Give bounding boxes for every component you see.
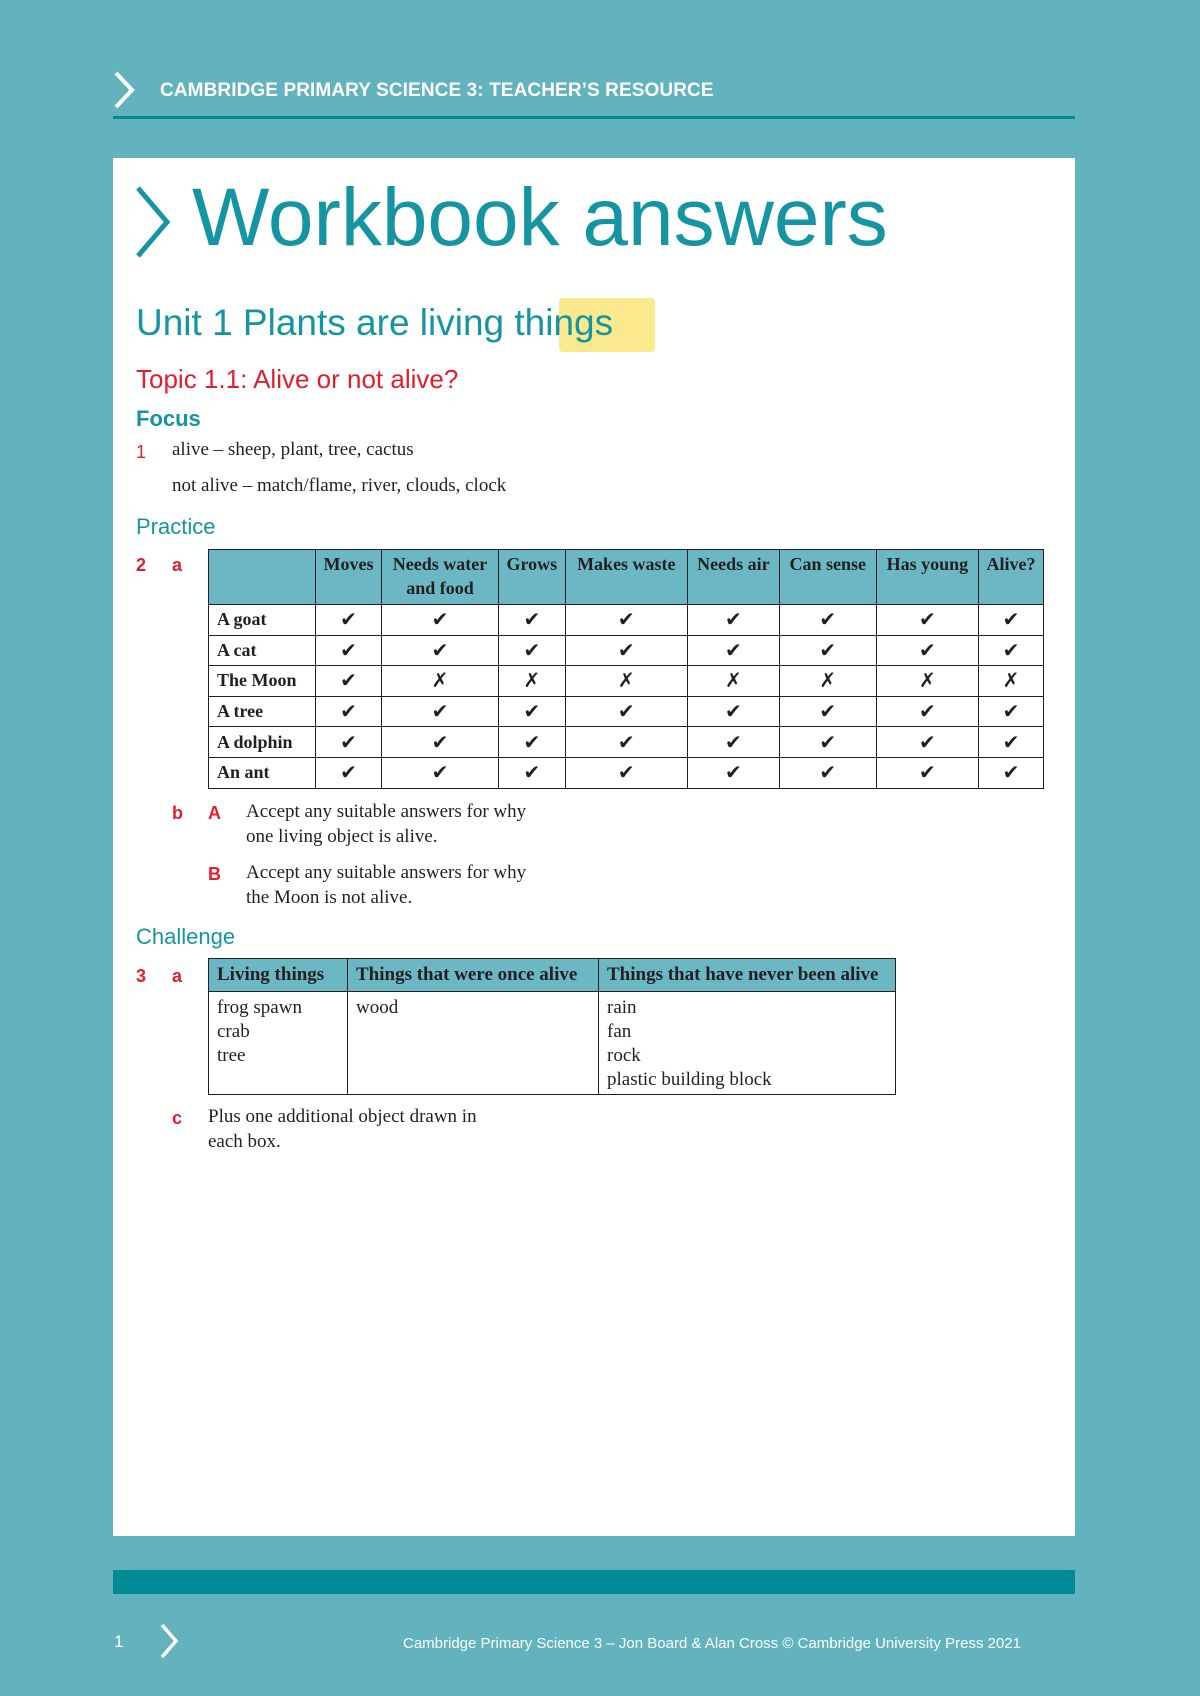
- check-mark: ✔: [565, 605, 687, 636]
- table-header-cell: Needs air: [687, 550, 779, 605]
- table-row: [209, 727, 1044, 758]
- row-label: A tree: [209, 696, 316, 727]
- check-mark: ✔: [565, 757, 687, 788]
- highlighted-word: things: [514, 302, 614, 343]
- answer-line: each box.: [208, 1131, 281, 1152]
- check-mark: ✔: [687, 605, 779, 636]
- table-header-cell: Has young: [876, 550, 979, 605]
- row-label: A cat: [209, 635, 316, 666]
- check-mark: ✔: [687, 757, 779, 788]
- check-mark: ✔: [876, 757, 979, 788]
- check-mark: ✔: [565, 635, 687, 666]
- part-label: a: [172, 966, 183, 986]
- answer-line: Accept any suitable answers for why: [246, 801, 527, 822]
- table-header-cell: Things that were once alive: [348, 959, 599, 992]
- row-label: The Moon: [209, 666, 316, 697]
- focus-answer-line: alive – sheep, plant, tree, cactus: [172, 439, 414, 460]
- chevron-right-icon: [110, 70, 138, 110]
- row-label: An ant: [209, 757, 316, 788]
- footer-copyright: Cambridge Primary Science 3 – Jon Board & Alan Cross © Cambridge University Press 2021: [403, 1635, 1021, 1652]
- never-alive-cell: [599, 992, 896, 1095]
- check-mark: ✔: [316, 666, 382, 697]
- check-mark: ✔: [381, 635, 498, 666]
- table-row: [209, 696, 1044, 727]
- check-mark: ✔: [687, 696, 779, 727]
- table-header-cell: Can sense: [779, 550, 876, 605]
- table-header-row: [209, 550, 1044, 605]
- part-label: b: [172, 803, 183, 823]
- cross-mark: ✗: [779, 666, 876, 697]
- check-mark: ✔: [687, 635, 779, 666]
- check-mark: ✔: [876, 605, 979, 636]
- check-mark: ✔: [498, 696, 565, 727]
- question-number: 3: [136, 966, 147, 986]
- living-things-cell: [209, 992, 348, 1095]
- table-header-cell: Makes waste: [565, 550, 687, 605]
- table-header-cell: Things that have never been alive: [599, 959, 896, 992]
- table-row: [209, 992, 896, 1095]
- check-mark: ✔: [979, 605, 1044, 636]
- list-item: wood: [356, 997, 399, 1018]
- check-mark: ✔: [316, 635, 382, 666]
- check-mark: ✔: [979, 757, 1044, 788]
- check-mark: ✔: [316, 605, 382, 636]
- table-header-cell: Needs water and food: [381, 550, 498, 605]
- row-label: A dolphin: [209, 727, 316, 758]
- list-item: plastic building block: [607, 1069, 772, 1090]
- cross-mark: ✗: [876, 666, 979, 697]
- table-row: [209, 666, 1044, 697]
- answer-line: Accept any suitable answers for why: [246, 862, 527, 883]
- check-mark: ✔: [316, 696, 382, 727]
- table-header-cell: [209, 550, 316, 605]
- header-rule: [113, 116, 1075, 119]
- table-row: [209, 635, 1044, 666]
- page-title: Workbook answers: [192, 172, 888, 263]
- focus-heading: Focus: [136, 406, 201, 431]
- question-number: 2: [136, 555, 147, 575]
- check-mark: ✔: [316, 757, 382, 788]
- check-mark: ✔: [498, 605, 565, 636]
- list-item: frog spawn: [217, 997, 302, 1018]
- cross-mark: ✗: [498, 666, 565, 697]
- check-mark: ✔: [779, 696, 876, 727]
- part-label: c: [172, 1108, 183, 1128]
- answer-line: the Moon is not alive.: [246, 887, 413, 908]
- check-mark: ✔: [779, 727, 876, 758]
- sub-part-label: B: [208, 864, 221, 884]
- check-mark: ✔: [687, 727, 779, 758]
- challenge-heading: Challenge: [136, 924, 236, 949]
- cross-mark: ✗: [979, 666, 1044, 697]
- cross-mark: ✗: [687, 666, 779, 697]
- table-row: [209, 757, 1044, 788]
- living-things-table: [208, 958, 896, 1095]
- check-mark: ✔: [381, 696, 498, 727]
- check-mark: ✔: [381, 605, 498, 636]
- sub-part-label: A: [208, 803, 221, 823]
- properties-table: [208, 549, 1044, 789]
- topic-title: Topic 1.1: Alive or not alive?: [136, 364, 459, 394]
- check-mark: ✔: [498, 727, 565, 758]
- page-number: 1: [114, 1632, 124, 1651]
- cross-mark: ✗: [565, 666, 687, 697]
- check-mark: ✔: [498, 757, 565, 788]
- list-item: tree: [217, 1045, 246, 1066]
- cross-mark: ✗: [381, 666, 498, 697]
- focus-answer-line: not alive – match/flame, river, clouds, clock: [172, 475, 507, 496]
- check-mark: ✔: [565, 727, 687, 758]
- part-label: a: [172, 555, 183, 575]
- answer-line: one living object is alive.: [246, 826, 438, 847]
- check-mark: ✔: [876, 727, 979, 758]
- check-mark: ✔: [779, 605, 876, 636]
- list-item: rain: [607, 997, 637, 1018]
- check-mark: ✔: [876, 696, 979, 727]
- unit-title: Unit 1 Plants are living things: [136, 302, 614, 343]
- check-mark: ✔: [979, 696, 1044, 727]
- list-item: crab: [217, 1021, 250, 1042]
- list-item: fan: [607, 1021, 632, 1042]
- check-mark: ✔: [876, 635, 979, 666]
- check-mark: ✔: [779, 757, 876, 788]
- footer-bar: [113, 1570, 1075, 1594]
- once-alive-cell: [348, 992, 599, 1095]
- header-title: CAMBRIDGE PRIMARY SCIENCE 3: TEACHER’S RESOURCE: [160, 80, 714, 101]
- chevron-right-icon: [133, 184, 173, 260]
- table-header-cell: Grows: [498, 550, 565, 605]
- check-mark: ✔: [498, 635, 565, 666]
- check-mark: ✔: [979, 635, 1044, 666]
- chevron-right-icon: [158, 1622, 180, 1660]
- check-mark: ✔: [316, 727, 382, 758]
- list-item: rock: [607, 1045, 641, 1066]
- check-mark: ✔: [381, 757, 498, 788]
- question-number: 1: [136, 442, 147, 462]
- check-mark: ✔: [381, 727, 498, 758]
- table-header-cell: Alive?: [979, 550, 1044, 605]
- table-row: [209, 605, 1044, 636]
- check-mark: ✔: [565, 696, 687, 727]
- practice-heading: Practice: [136, 514, 216, 539]
- answer-line: Plus one additional object drawn in: [208, 1106, 477, 1127]
- table-header-cell: Moves: [316, 550, 382, 605]
- row-label: A goat: [209, 605, 316, 636]
- table-header-cell: Living things: [209, 959, 348, 992]
- check-mark: ✔: [779, 635, 876, 666]
- check-mark: ✔: [979, 727, 1044, 758]
- table-header-row: [209, 959, 896, 992]
